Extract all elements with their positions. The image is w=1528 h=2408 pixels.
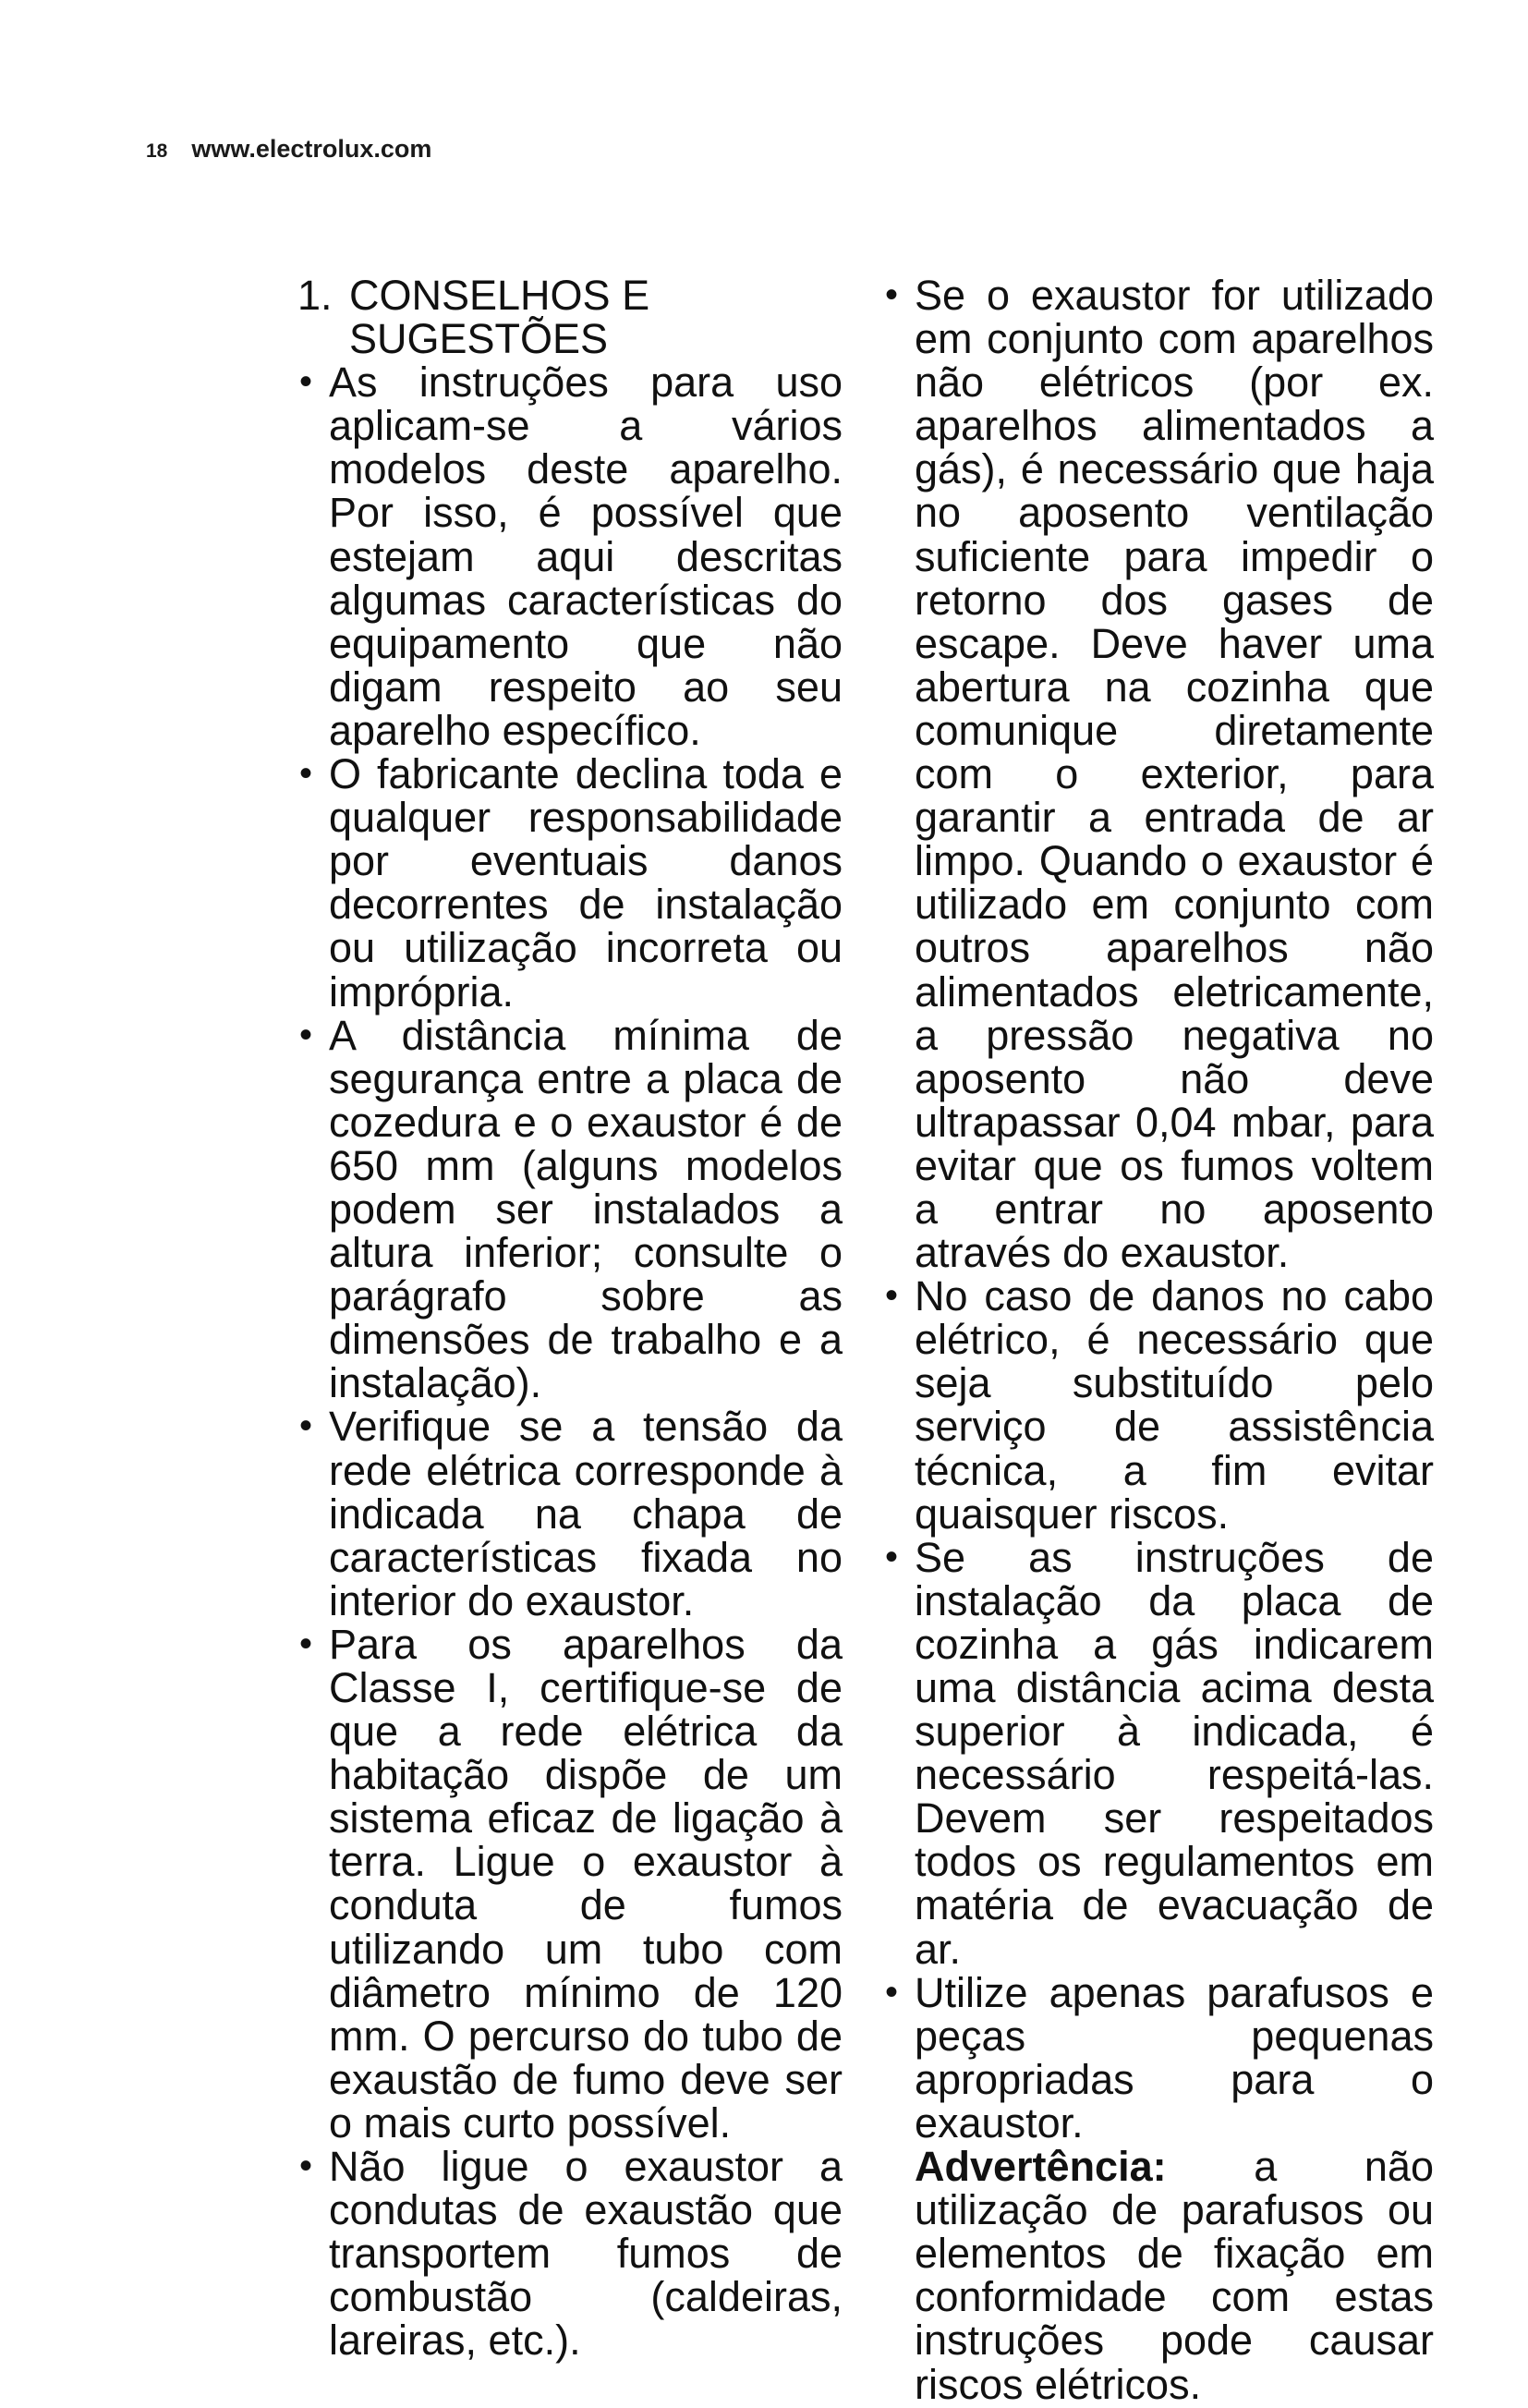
page-header: [146, 135, 431, 164]
list-item: • O fabricante declina toda e qualquer responsabilidade por eventuais danos decorrentes de instalação ou utilização incorreta ou imprópria.: [297, 752, 843, 1014]
list-item: • Verifique se a tensão da rede elétrica corresponde à indicada na chapa de características fixada no interior do exaustor.: [297, 1405, 843, 1622]
list-item: • Se as instruções de instalação da placa de cozinha a gás indicarem uma distância acima desta superior à indicada, é necessário respeitá-las. Devem ser respeitados todos os regulamentos em matéria de evacuação de ar.: [883, 1536, 1434, 1971]
section-heading: [297, 272, 843, 363]
list-item: • Se o exaustor for utilizado em conjunto com aparelhos não elétricos (por ex. aparelhos alimentados a gás), é necessário que haja no aposento ventilação suficiente para impedir o retorno dos gases de escape. Deve haver uma abertura na cozinha que comunique diretamente com o exterior, para garantir a entrada de ar limpo. Quando o exaustor é utilizado em conjunto com outros aparelhos não alimentados eletricamente, a pressão negativa no aposento não deve ultrapassar 0,04 mbar, para evitar que os fumos voltem a entrar no aposento através do exaustor.: [883, 274, 1434, 1274]
left-bullet-list: [297, 359, 843, 2365]
list-item: • Utilize apenas parafusos e peças pequenas apropriadas para o exaustor.: [883, 1971, 1434, 2145]
warning-note: [883, 2145, 1434, 2406]
section-title: CONSELHOS E SUGESTÕES: [349, 272, 650, 363]
warning-label: Advertência:: [915, 2143, 1167, 2191]
warning-text: a não utilização de parafusos ou elementos de fixação em conformidade com estas instruções pode causar riscos elétricos.: [915, 2143, 1434, 2408]
list-item: • No caso de danos no cabo elétrico, é necessário que seja substituído pelo serviço de assistência técnica, a fim evitar quaisquer riscos.: [883, 1274, 1434, 1536]
right-column: [883, 274, 1434, 2406]
list-item: • A distância mínima de segurança entre a placa de cozedura e o exaustor é de 650 mm (alguns modelos podem ser instalados a altura inferior; consulte o parágrafo sobre as dimensões de trabalho e a instalação).: [297, 1014, 843, 1405]
list-item: • As instruções para uso aplicam-se a vários modelos deste aparelho. Por isso, é possível que estejam aqui descritas algumas características do equipamento que não digam respeito ao seu aparelho específico.: [297, 360, 843, 752]
page-number: 18: [146, 140, 168, 162]
website-url: www.electrolux.com: [191, 135, 432, 163]
left-column: [297, 274, 843, 2363]
list-item: • Para os aparelhos da Classe I, certifique-se de que a rede elétrica da habitação dispõe de um sistema eficaz de ligação à terra. Ligue o exaustor à conduta de fumos utilizando um tubo com diâmetro mínimo de 120 mm. O percurso do tubo de exaustão de fumo deve ser o mais curto possível.: [297, 1623, 843, 2145]
list-item: • Não ligue o exaustor a condutas de exaustão que transportem fumos de combustão (caldeiras, lareiras, etc.).: [297, 2145, 843, 2362]
right-bullet-list: [883, 274, 1434, 2145]
section-number: 1.: [297, 272, 333, 319]
